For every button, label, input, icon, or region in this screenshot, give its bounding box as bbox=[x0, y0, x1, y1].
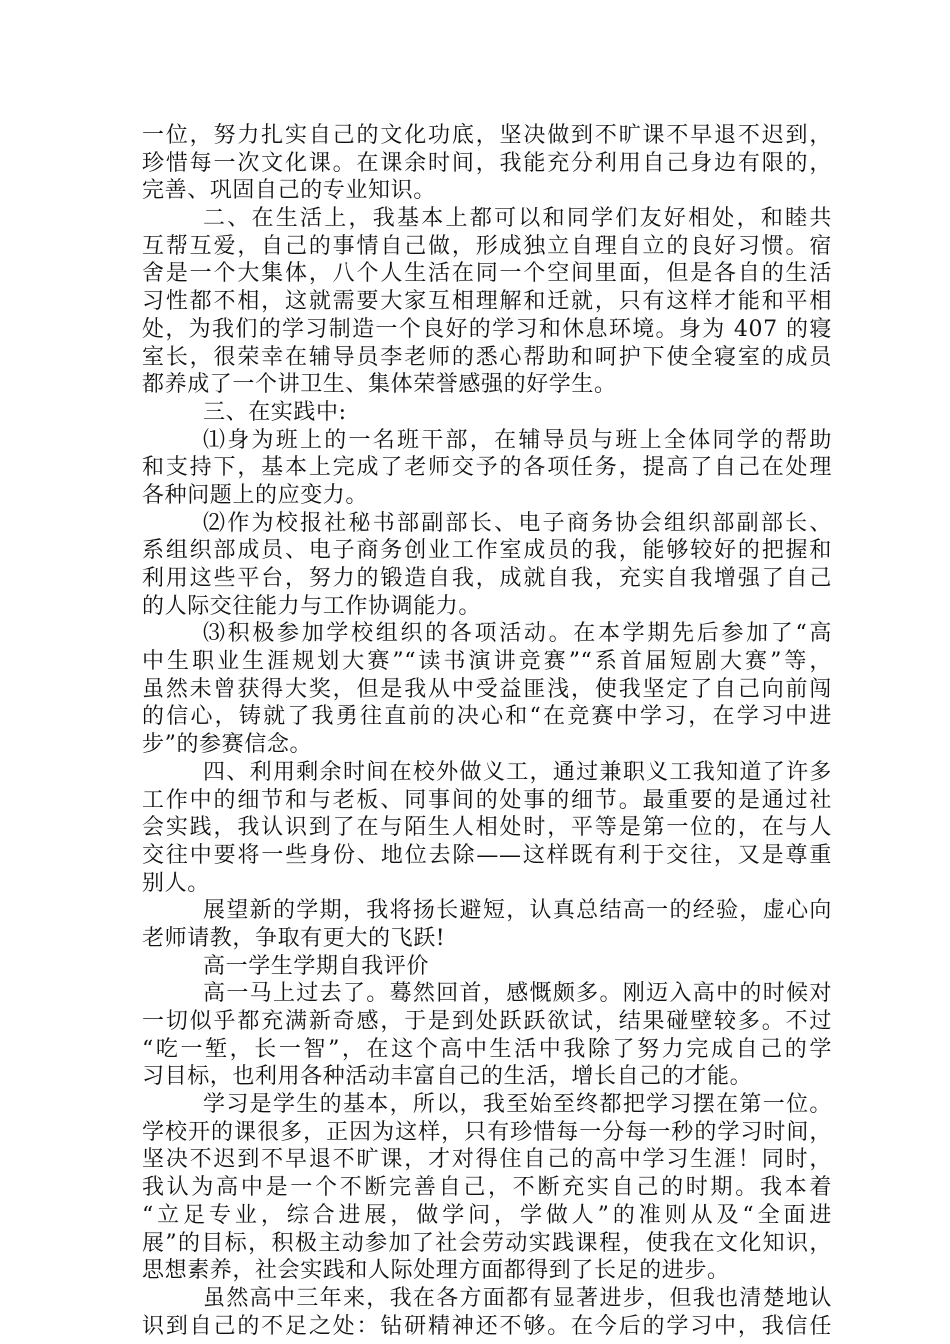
text-line: 学校开的课很多，正因为这样，只有珍惜每一分每一秒的学习时间， bbox=[142, 1119, 832, 1145]
text-line: 三、在实践中: bbox=[203, 399, 347, 425]
text-line: 各种问题上的应变力。 bbox=[142, 482, 369, 508]
text-line: 四、利用剩余时间在校外做义工，通过兼职义工我知道了许多 bbox=[203, 759, 832, 785]
text-line: ⑴身为班上的一名班干部，在辅导员与班上全体同学的帮助 bbox=[203, 427, 832, 453]
text-line: 处，为我们的学习制造一个良好的学习和休息环境。身为 407 的寝 bbox=[142, 316, 832, 342]
text-line: 互帮互爱，自己的事情自己做，形成独立自理自立的良好习惯。宿 bbox=[142, 233, 832, 259]
text-line: 工作中的细节和与老板、同事间的处事的细节。最重要的是通过社 bbox=[142, 787, 832, 813]
text-line: 展”的目标，积极主动参加了社会劳动实践课程，使我在文化知识， bbox=[142, 1230, 832, 1256]
document-body bbox=[142, 122, 832, 1340]
text-line: 习目标，也利用各种活动丰富自己的生活，增长自己的才能。 bbox=[142, 1064, 753, 1090]
text-line: 高一学生学期自我评价 bbox=[203, 953, 430, 979]
text-line: 室长，很荣幸在辅导员李老师的悉心帮助和呵护下使全寝室的成员 bbox=[142, 344, 832, 370]
text-line: 识到自己的不足之处：钻研精神还不够。在今后的学习中，我信任 bbox=[142, 1313, 832, 1339]
text-line: 的信心，铸就了我勇往直前的决心和“在竞赛中学习，在学习中进 bbox=[142, 704, 832, 730]
text-line: 步”的参赛信念。 bbox=[142, 732, 313, 758]
text-line: 老师请教，争取有更大的飞跃! bbox=[142, 925, 446, 951]
text-line: 虽然未曾获得大奖，但是我从中受益匪浅，使我坚定了自己向前闯 bbox=[142, 676, 832, 702]
text-line: 高一马上过去了。蓦然回首，感慨颇多。刚迈入高中的时候对 bbox=[203, 981, 832, 1007]
text-line: 一切似乎都充满新奇感，于是到处跃跃欲试，结果碰壁较多。不过 bbox=[142, 1009, 832, 1034]
text-line: 别人。 bbox=[142, 870, 210, 896]
text-line: ⑵作为校报社秘书部副部长、电子商务协会组织部副部长、 bbox=[203, 510, 832, 536]
text-line: 二、在生活上，我基本上都可以和同学们友好相处，和睦共 bbox=[203, 206, 832, 232]
text-line: 和支持下，基本上完成了老师交予的各项任务，提高了自己在处理 bbox=[142, 455, 832, 481]
text-line: 习性都不相，这就需要大家互相理解和迁就，只有这样才能和平相 bbox=[142, 289, 832, 315]
text-line: 学习是学生的基本，所以，我至始至终都把学习摆在第一位。 bbox=[203, 1092, 832, 1118]
text-line: 坚决不迟到不早退不旷课，才对得住自己的高中学习生涯！同时， bbox=[142, 1147, 832, 1173]
text-line: 展望新的学期，我将扬长避短，认真总结高一的经验，虚心向 bbox=[203, 898, 832, 924]
text-line: 珍惜每一次文化课。在课余时间，我能充分利用自己身边有限的， bbox=[142, 150, 832, 176]
text-line: 虽然高中三年来，我在各方面都有显著进步，但我也清楚地认 bbox=[203, 1285, 832, 1311]
text-line: 一位，努力扎实自己的文化功底，坚决做到不旷课不早退不迟到， bbox=[142, 123, 832, 148]
text-line: 交往中要将一些身份、地位去除——这样既有利于交往，又是尊重 bbox=[142, 842, 832, 868]
text-line: 中生职业生涯规划大赛”“读书演讲竞赛”“系首届短剧大赛”等， bbox=[142, 649, 832, 675]
text-line: 系组织部成员、电子商务创业工作室成员的我，能够较好的把握和 bbox=[142, 538, 832, 564]
text-line: 的人际交往能力与工作协调能力。 bbox=[142, 593, 482, 619]
text-line: 我认为高中是一个不断完善自己，不断充实自己的时期。我本着 bbox=[142, 1175, 832, 1201]
text-line: 会实践，我认识到了在与陌生人相处时，平等是第一位的，在与人 bbox=[142, 815, 832, 841]
text-line: 思想素养，社会实践和人际处理方面都得到了长足的进步。 bbox=[142, 1258, 730, 1284]
text-line: 都养成了一个讲卫生、集体荣誉感强的好学生。 bbox=[142, 372, 617, 398]
text-line: “立足专业，综合进展，做学问，学做人”的准则从及“全面进 bbox=[142, 1202, 832, 1228]
text-line: “吃一堑，长一智”，在这个高中生活中我除了努力完成自己的学 bbox=[142, 1036, 832, 1062]
text-line: 利用这些平台，努力的锻造自我，成就自我，充实自我增强了自己 bbox=[142, 566, 832, 591]
text-line: 舍是一个大集体，八个人生活在同一个空间里面，但是各自的生活 bbox=[142, 261, 832, 287]
text-line: 完善、巩固自己的专业知识。 bbox=[142, 178, 436, 204]
text-line: ⑶积极参加学校组织的各项活动。在本学期先后参加了“高 bbox=[203, 621, 832, 647]
